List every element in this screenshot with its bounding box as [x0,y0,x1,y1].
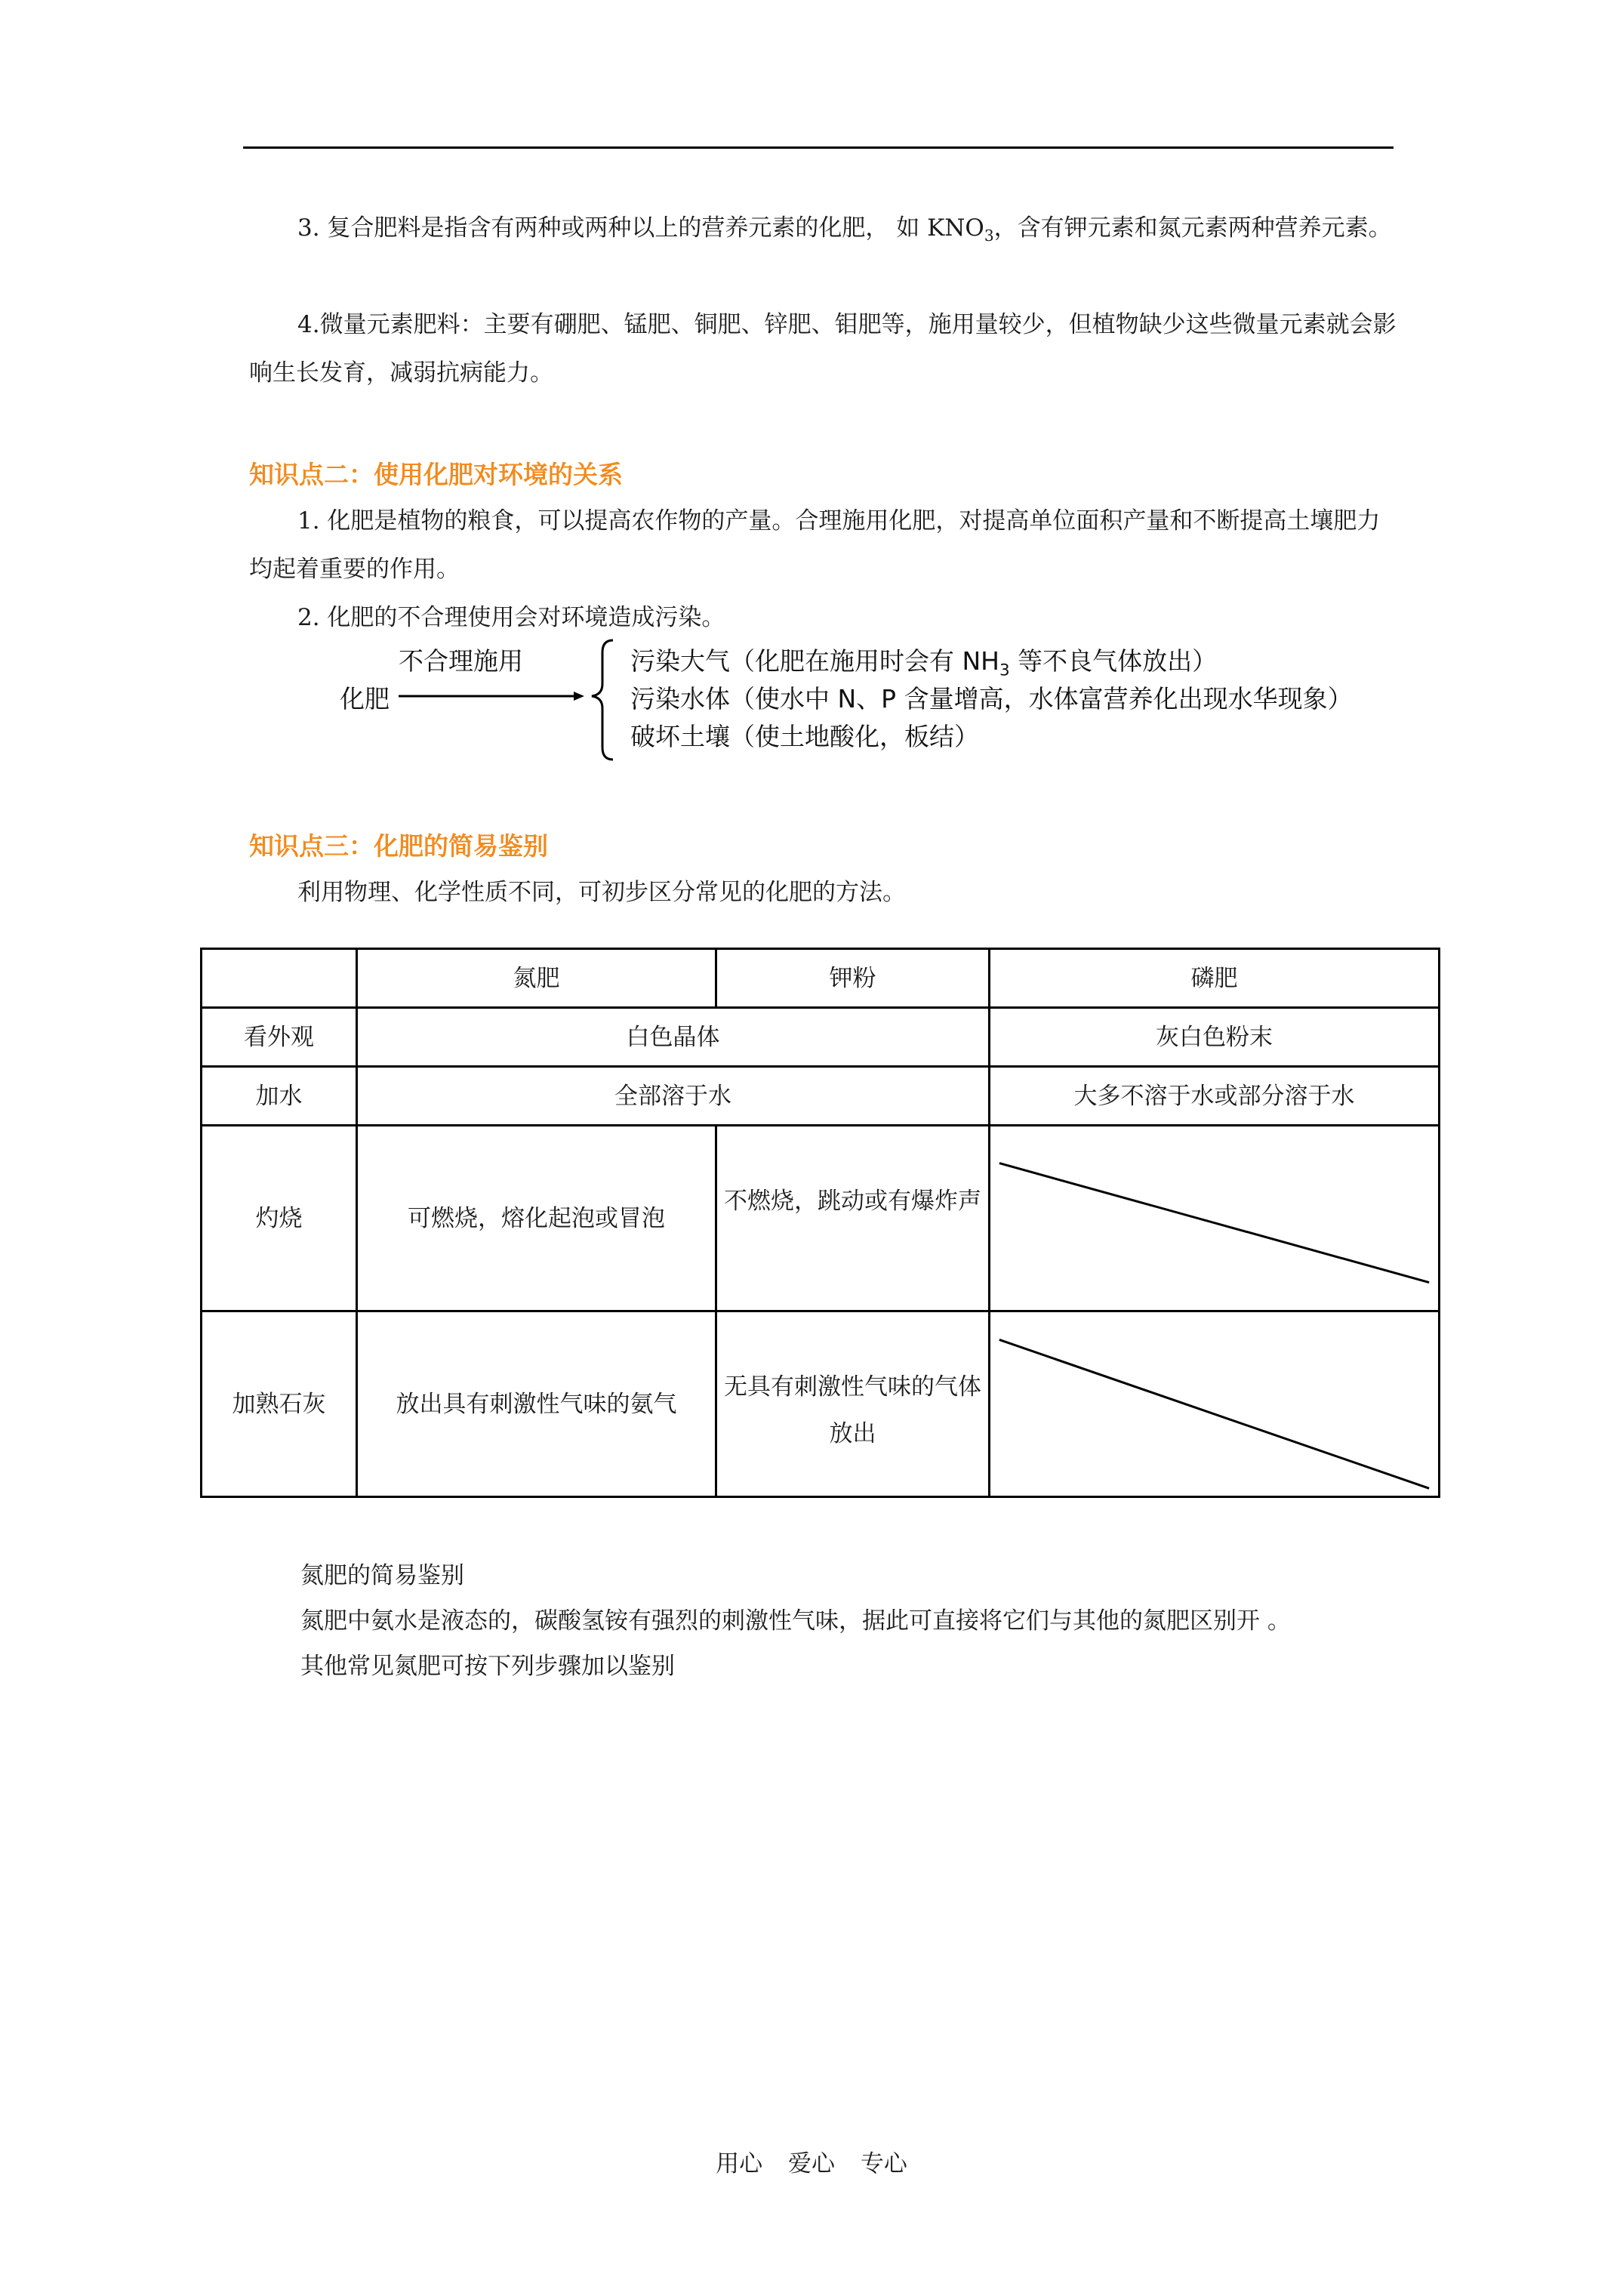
diagram-effect-soil: 破坏土壤（使土地酸化，板结） [630,722,979,751]
diagram-effect-water: 污染水体（使水中 N、P 含量增高，水体富营养化出现水华现象） [630,684,1353,713]
table-cell-not-applicable [990,1311,1440,1497]
heading-knowledge-point-3: 知识点三：化肥的简易鉴别 [249,831,548,861]
notes-line-2: 其他常见氮肥可按下列步骤加以鉴别 [300,1653,675,1680]
row-label: 灼烧 [202,1126,357,1311]
pollution-diagram [332,634,1419,763]
section3-intro: 利用物理、化学性质不同，可初步区分常见的化肥的方法。 [297,879,906,906]
table-cell: 灰白色粉末 [990,1008,1440,1067]
table-row [202,1008,1440,1067]
notes-title: 氮肥的简易鉴别 [300,1562,464,1589]
table-cell: 全部溶于水 [357,1067,990,1126]
fertilizer-identification-table [200,948,1440,1498]
table-row [202,1067,1440,1126]
table-cell-not-applicable [990,1126,1440,1311]
table-cell: 可燃烧，熔化起泡或冒泡 [357,1126,716,1311]
item-fertilizer-benefit: 1. 化肥是植物的粮食，可以提高农作物的产量。合理施用化肥，对提高单位面积产量和不断提高土壤肥力均起着重要的作用。 [249,507,1381,583]
diagram-effect-air: 污染大气（化肥在施用时会有 $NH_3$ 等不良气体放出） [630,646,1218,680]
row-label: 加水 [202,1067,357,1126]
header-rule [243,146,1394,149]
table-cell: 放出具有刺激性气味的氨气 [357,1311,716,1497]
table-header-phosphorus: 磷肥 [990,949,1440,1008]
heading-knowledge-point-2: 知识点二：使用化肥对环境的关系 [249,460,623,489]
table-row [202,1126,1440,1311]
diagram-arrow-label: 不合理施用 [399,646,523,676]
table-header-nitrogen: 氮肥 [357,949,716,1008]
item-compound-fertilizer: 3. 复合肥料是指含有两种或两种以上的营养元素的化肥， 如 $KNO_3$，含有钾元素和氮元素两种营养元素。 [297,214,1392,245]
item-fertilizer-pollution: 2. 化肥的不合理使用会对环境造成污染。 [297,604,725,631]
table-cell: 不燃烧，跳动或有爆炸声 [716,1126,990,1311]
table-header-empty [202,949,357,1008]
notes-line-1: 氮肥中氨水是液态的，碳酸氢铵有强烈的刺激性气味，据此可直接将它们与其他的氮肥区别开 。 [300,1607,1291,1635]
table-header-row [202,949,1440,1008]
row-label: 加熟石灰 [202,1311,357,1497]
diagonal-line [990,1126,1438,1310]
table-header-potassium: 钾粉 [716,949,990,1008]
diagonal-line [990,1312,1438,1496]
row-label: 看外观 [202,1008,357,1067]
item-trace-element-fertilizer: 4.微量元素肥料：主要有硼肥、锰肥、铜肥、锌肥、钼肥等，施用量较少，但植物缺少这些微量元素就会影响生长发育，减弱抗病能力。 [249,311,1397,387]
diagram-arrow-and-brace [332,634,634,763]
table-cell: 白色晶体 [357,1008,990,1067]
table-row [202,1311,1440,1497]
diagram-source: 化肥 [340,684,390,713]
page-footer: 用心 爱心 专心 [716,2150,907,2177]
table-cell: 无具有刺激性气味的气体放出 [716,1311,990,1497]
table-cell: 大多不溶于水或部分溶于水 [990,1067,1440,1126]
